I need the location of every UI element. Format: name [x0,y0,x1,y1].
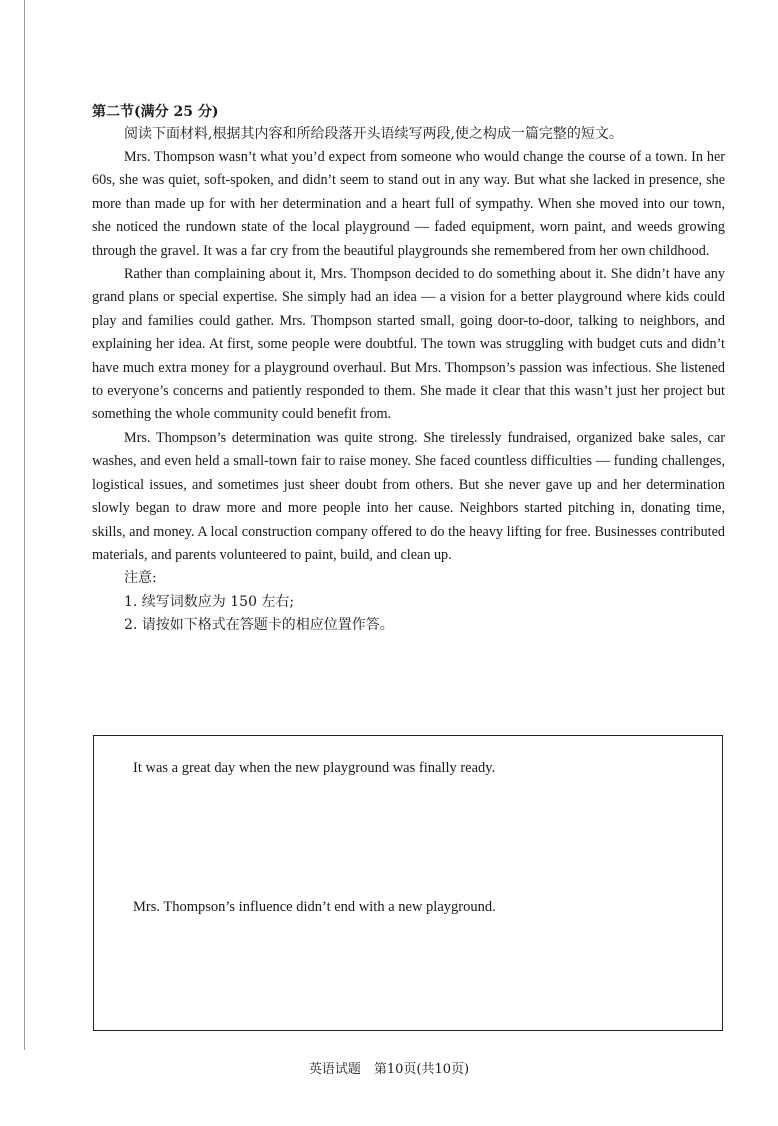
note-item-2: 2. 请按如下格式在答题卡的相应位置作答。 [124,617,394,634]
passage-paragraph-1: Mrs. Thompson wasn’t what you’d expect from someone who would change the course of a town. In her 60s, she was quiet, soft-spoken, and didn’t seem to stand out in any way. But what she lacked in presence, she more than made up for with her determination and a heart full of sympathy. When she moved into our town, she noticed the rundown state of the local playground — faded equipment, worn paint, and weeds growing through the gravel. It was a far cry from the beautiful playgrounds she remembered from her own childhood. [92,149,725,259]
paragraph-starter-2: Mrs. Thompson’s influence didn’t end with a new playground. [133,899,496,915]
section-title: 第二节(满分 25 分) [92,104,219,120]
question-content [92,101,725,638]
notes-label: 注意: [124,570,157,587]
paragraph-starter-1: It was a great day when the new playground was finally ready. [133,760,496,776]
passage-paragraph-3: Mrs. Thompson’s determination was quite strong. She tirelessly fundraised, organized bake sales, car washes, and even held a small-town fair to raise money. She faced countless difficulties — funding challenges, logistical issues, and sometimes just sheer doubt from others. But she never gave up and her determination slowly began to draw more and more people into her cause. Neighbors started pitching in, donating time, skills, and money. A local construction company offered to do the heavy lifting for free. Businesses contributed materials, and parents volunteered to paint, build, and clean up. [92,429,725,563]
passage-paragraph-2: Rather than complaining about it, Mrs. Thompson decided to do something about it. She didn’t have any grand plans or special expertise. She simply had an idea — a vision for a better playground where kids could play and families could gather. Mrs. Thompson started small, going door-to-door, talking to neighbors, and explaining her idea. At first, some people were doubtful. The town was struggling with budget cuts and didn’t have much extra money for a playground overhaul. But Mrs. Thompson’s passion was infectious. She listened to everyone’s concerns and patiently responded to them. She made it clear that this wasn’t just her project but something the whole community could benefit from. [92,266,725,423]
note-item-1: 1. 续写词数应为 150 左右; [124,593,295,610]
page-footer: 英语试题 第10页(共10页) [308,1062,470,1077]
binding-margin-line [24,0,25,1050]
answer-box [93,735,723,1031]
instruction-text: 阅读下面材料,根据其内容和所给段落开头语续写两段,使之构成一篇完整的短文。 [124,126,623,142]
